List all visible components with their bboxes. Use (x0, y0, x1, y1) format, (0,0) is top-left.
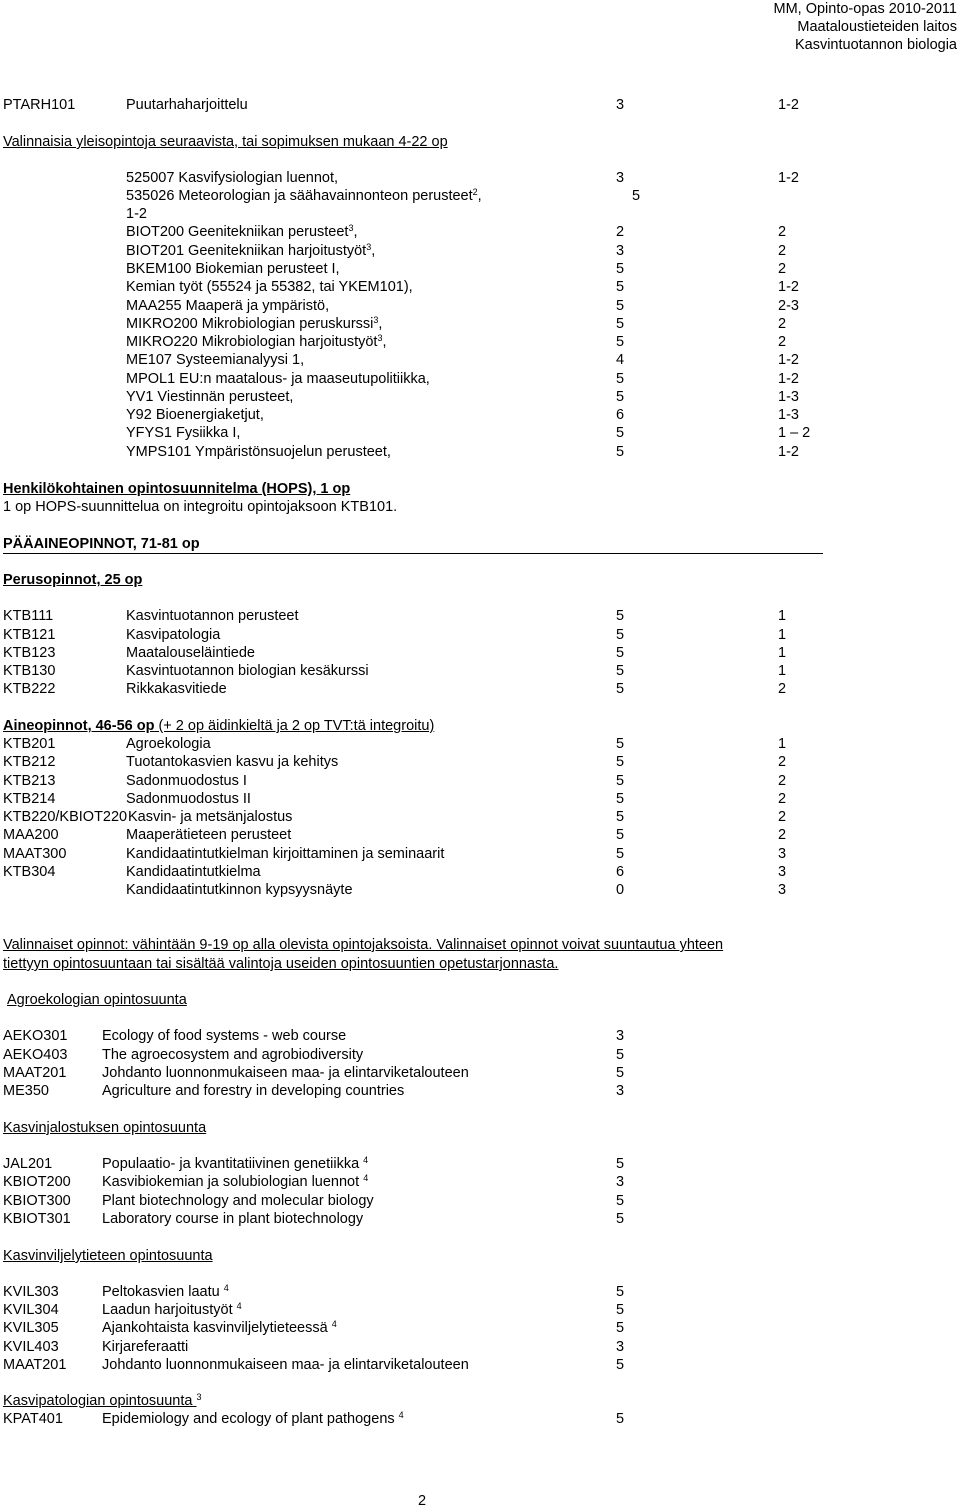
table-row (0, 644, 960, 662)
course-name: Kandidaatintutkielma (126, 864, 261, 880)
footnote-ref: 4 (236, 1301, 242, 1311)
course-credits: 5 (616, 1211, 625, 1227)
item-name: ME107 Systeemianalyysi 1, (126, 352, 305, 368)
table-row (0, 1173, 960, 1191)
course-code: MAAT201 (3, 1357, 67, 1373)
course-code: KVIL303 (3, 1284, 59, 1300)
item-name: 525007 Kasvifysiologian luennot, (126, 170, 339, 186)
course-name: Laboratory course in plant biotechnology (102, 1211, 364, 1227)
table-row (0, 1046, 960, 1064)
item-name: Y92 Bioenergiaketjut, (126, 407, 264, 423)
course-name: Kasvibiokemian ja solubiologian luennot (102, 1174, 360, 1190)
course-year: 1 (778, 627, 787, 643)
course-code: KTB201 (3, 736, 56, 752)
course-name: Ajankohtaista kasvinviljelytieteessä (102, 1320, 328, 1336)
hops-heading: Henkilökohtainen opintosuunnitelma (HOPS), 1 op (3, 481, 351, 497)
course-name: Johdanto luonnonmukaiseen maa- ja elintarviketalouteen (102, 1357, 469, 1373)
item-credits: 5 (616, 334, 625, 350)
course-year: 3 (778, 882, 787, 898)
item-name: BKEM100 Biokemian perusteet I, (126, 261, 340, 277)
item-suffix: , (371, 243, 376, 259)
course-credits: 5 (616, 681, 625, 697)
course-year: 2 (778, 754, 787, 770)
course-name: Laadun harjoitustyöt (102, 1302, 233, 1318)
course-credits: 5 (616, 1047, 625, 1063)
course-name: Populaatio- ja kvantitatiivinen genetiikka (102, 1156, 360, 1172)
table-row (0, 1064, 960, 1082)
course-name: Kasvintuotannon perusteet (126, 608, 299, 624)
course-code: KTB220/KBIOT220 (3, 809, 128, 825)
item-year: 2 (778, 316, 787, 332)
course-credits: 3 (616, 1028, 625, 1044)
course-credits: 6 (616, 864, 625, 880)
basic-studies-heading: Perusopinnot, 25 op (3, 572, 143, 588)
table-row (0, 1283, 960, 1301)
course-code: MAAT300 (3, 846, 67, 862)
table-row (0, 662, 960, 680)
table-row (0, 753, 960, 771)
item-name: MAA255 Maaperä ja ympäristö, (126, 298, 330, 314)
item-year: 2 (778, 243, 787, 259)
course-credits: 5 (616, 663, 625, 679)
course-credits: 5 (616, 827, 625, 843)
course-name: Kasvin- ja metsänjalostus (128, 809, 293, 825)
footnote-ref: 3 (348, 223, 354, 233)
list-item (0, 260, 960, 278)
course-year: 1-2 (778, 97, 799, 113)
footnote-ref: 4 (223, 1283, 229, 1293)
table-row (0, 826, 960, 844)
course-year: 1 (778, 736, 787, 752)
hops-text: 1 op HOPS-suunnittelua on integroitu opintojaksoon KTB101. (3, 499, 398, 515)
course-name: Rikkakasvitiede (126, 681, 227, 697)
list-item (0, 388, 960, 406)
course-credits: 5 (616, 608, 625, 624)
footnote-ref: 2 (472, 187, 478, 197)
course-name: Maatalouseläintiede (126, 645, 255, 661)
course-code: KVIL403 (3, 1339, 59, 1355)
course-credits: 3 (616, 1174, 625, 1190)
item-year: 1-2 (778, 371, 799, 387)
item-name: 1-2 (126, 206, 147, 222)
course-credits: 5 (616, 1284, 625, 1300)
course-code: MAAT201 (3, 1065, 67, 1081)
item-credits: 3 (616, 243, 625, 259)
course-credits: 5 (616, 773, 625, 789)
course-credits: 5 (616, 846, 625, 862)
course-name: Sadonmuodostus I (126, 773, 247, 789)
table-row (0, 1410, 960, 1428)
list-item (0, 223, 960, 241)
footnote-ref: 4 (363, 1155, 369, 1165)
intermediate-heading-rest: (+ 2 op äidinkieltä ja 2 op TVT:tä integroitu) (154, 718, 435, 734)
course-code: KTB304 (3, 864, 56, 880)
footnote-ref: 4 (331, 1319, 337, 1329)
footnote-ref: 3 (377, 333, 383, 343)
course-code: KTB121 (3, 627, 56, 643)
table-row (0, 1192, 960, 1210)
course-year: 1 (778, 608, 787, 624)
footnote-ref: 4 (363, 1173, 369, 1183)
item-name: Kemian työt (55524 ja 55382, tai YKEM101), (126, 279, 413, 295)
course-code: KTB212 (3, 754, 56, 770)
item-suffix: , (382, 334, 387, 350)
list-item (0, 443, 960, 461)
item-name: YV1 Viestinnän perusteet, (126, 389, 294, 405)
item-credits: 5 (616, 261, 625, 277)
course-credits: 3 (616, 1083, 625, 1099)
table-row (0, 881, 960, 899)
course-name: Ecology of food systems - web course (102, 1028, 347, 1044)
table-row (0, 1027, 960, 1045)
course-year: 1 (778, 645, 787, 661)
item-year: 1-2 (778, 352, 799, 368)
course-row-ptarh101 (0, 96, 960, 114)
item-credits: 4 (616, 352, 625, 368)
course-credits: 5 (616, 1156, 625, 1172)
track-heading-kasvipatologia (3, 1392, 202, 1410)
course-code: KTB130 (3, 663, 56, 679)
course-year: 3 (778, 864, 787, 880)
optional-text-line-2: tiettyyn opintosuuntaan tai sisältää valintoja useiden opintosuuntien opetustarjonnasta. (3, 956, 559, 972)
course-name: Kandidaatintutkielman kirjoittaminen ja seminaarit (126, 846, 445, 862)
page-number: 2 (418, 1493, 427, 1509)
list-item (0, 370, 960, 388)
list-item (0, 351, 960, 369)
item-name: BIOT200 Geenitekniikan perusteet (126, 224, 349, 240)
course-name: Kasvintuotannon biologian kesäkurssi (126, 663, 369, 679)
course-name: Epidemiology and ecology of plant pathogens (102, 1411, 395, 1427)
list-item (0, 297, 960, 315)
item-year: 2 (778, 334, 787, 350)
footnote-ref: 3 (196, 1392, 202, 1402)
item-credits: 5 (616, 279, 625, 295)
table-row (0, 1082, 960, 1100)
list-item (0, 333, 960, 351)
table-row (0, 845, 960, 863)
course-credits: 5 (616, 1320, 625, 1336)
course-credits: 5 (616, 809, 625, 825)
course-code: PTARH101 (3, 97, 76, 113)
course-credits: 5 (616, 1302, 625, 1318)
intermediate-heading (3, 717, 434, 735)
course-code: KBIOT200 (3, 1174, 71, 1190)
list-item (0, 424, 960, 442)
table-row (0, 1210, 960, 1228)
table-row (0, 1356, 960, 1374)
track-heading-text: Kasvipatologian opintosuunta (3, 1393, 193, 1409)
list-item (0, 242, 960, 260)
table-row (0, 772, 960, 790)
course-credits: 5 (616, 1411, 625, 1427)
item-year: 1-2 (778, 444, 799, 460)
course-credits: 3 (616, 97, 625, 113)
course-code: ME350 (3, 1083, 49, 1099)
header-line-2: Maataloustieteiden laitos (797, 19, 957, 35)
item-suffix: , (353, 224, 358, 240)
course-code: MAA200 (3, 827, 59, 843)
table-row (0, 735, 960, 753)
item-credits: 5 (632, 188, 641, 204)
item-credits: 5 (616, 298, 625, 314)
course-name: Agroekologia (126, 736, 211, 752)
list-item (0, 187, 960, 205)
intermediate-heading-bold: Aineopinnot, 46-56 op (3, 718, 155, 734)
table-row (0, 1319, 960, 1337)
table-row (0, 626, 960, 644)
course-credits: 5 (616, 1065, 625, 1081)
course-code: KVIL304 (3, 1302, 59, 1318)
item-year: 1-2 (778, 170, 799, 186)
list-item (0, 315, 960, 333)
item-credits: 3 (616, 170, 625, 186)
course-name: Kasvipatologia (126, 627, 221, 643)
footnote-ref: 3 (366, 242, 372, 252)
course-year: 2 (778, 773, 787, 789)
main-subject-heading: PÄÄAINEOPINNOT, 71-81 op (3, 536, 200, 552)
course-name: Sadonmuodostus II (126, 791, 251, 807)
course-name: Kirjareferaatti (102, 1339, 189, 1355)
course-code: KTB214 (3, 791, 56, 807)
page-header (773, 0, 957, 54)
item-year: 2 (778, 261, 787, 277)
item-name: MIKRO220 Mikrobiologian harjoitustyöt (126, 334, 378, 350)
item-name: MPOL1 EU:n maatalous- ja maaseutupolitiikka, (126, 371, 430, 387)
course-name: The agroecosystem and agrobiodiversity (102, 1047, 364, 1063)
course-year: 3 (778, 846, 787, 862)
track-heading-kasvinviljelytiede: Kasvinviljelytieteen opintosuunta (3, 1248, 213, 1264)
list-item (0, 278, 960, 296)
course-name: Agriculture and forestry in developing countries (102, 1083, 405, 1099)
optional-text-line-1: Valinnaiset opinnot: vähintään 9-19 op alla olevista opintojaksoista. Valinnaiset opinnot voivat suuntautua yhteen (3, 937, 724, 953)
footnote-ref: 3 (373, 315, 379, 325)
course-credits: 3 (616, 1339, 625, 1355)
item-name: YFYS1 Fysiikka I, (126, 425, 241, 441)
course-code: KBIOT300 (3, 1193, 71, 1209)
item-year: 1-3 (778, 389, 799, 405)
course-code: KTB222 (3, 681, 56, 697)
item-suffix: , (477, 188, 482, 204)
item-name: 535026 Meteorologian ja säähavainnonteon perusteet (126, 188, 473, 204)
item-credits: 6 (616, 407, 625, 423)
course-credits: 5 (616, 1193, 625, 1209)
course-code: AEKO301 (3, 1028, 68, 1044)
course-year: 2 (778, 791, 787, 807)
table-row (0, 808, 960, 826)
item-credits: 5 (616, 425, 625, 441)
track-heading-agroekologia: Agroekologian opintosuunta (7, 992, 187, 1008)
item-year: 1 – 2 (778, 425, 811, 441)
item-credits: 2 (616, 224, 625, 240)
item-credits: 5 (616, 444, 625, 460)
item-credits: 5 (616, 371, 625, 387)
course-code: KPAT401 (3, 1411, 63, 1427)
course-name: Kandidaatintutkinnon kypsyysnäyte (126, 882, 353, 898)
course-code: KVIL305 (3, 1320, 59, 1336)
table-row (0, 680, 960, 698)
course-year: 2 (778, 809, 787, 825)
course-credits: 5 (616, 645, 625, 661)
course-credits: 5 (616, 627, 625, 643)
header-line-3: Kasvintuotannon biologia (794, 37, 957, 53)
table-row (0, 790, 960, 808)
list-item (0, 406, 960, 424)
table-row (0, 607, 960, 625)
table-row (0, 1338, 960, 1356)
course-code: KTB123 (3, 645, 56, 661)
table-row (0, 1155, 960, 1173)
list-item (0, 205, 960, 223)
item-year: 1-2 (778, 279, 799, 295)
course-year: 1 (778, 663, 787, 679)
table-row (0, 863, 960, 881)
item-name: MIKRO200 Mikrobiologian peruskurssi (126, 316, 374, 332)
course-credits: 0 (616, 882, 625, 898)
course-name: Tuotantokasvien kasvu ja kehitys (126, 754, 339, 770)
item-year: 2-3 (778, 298, 799, 314)
footnote-ref: 4 (398, 1410, 404, 1420)
item-suffix: , (378, 316, 383, 332)
course-name: Peltokasvien laatu (102, 1284, 220, 1300)
course-year: 2 (778, 681, 787, 697)
course-credits: 5 (616, 791, 625, 807)
list-item (0, 169, 960, 187)
course-code: AEKO403 (3, 1047, 68, 1063)
course-name: Maaperätieteen perusteet (126, 827, 292, 843)
course-name: Puutarhaharjoittelu (126, 97, 248, 113)
item-name: BIOT201 Geenitekniikan harjoitustyöt (126, 243, 367, 259)
track-heading-kasvinjalostus: Kasvinjalostuksen opintosuunta (3, 1120, 207, 1136)
header-line-1: MM, Opinto-opas 2010-2011 (773, 1, 957, 17)
course-year: 2 (778, 827, 787, 843)
course-credits: 5 (616, 736, 625, 752)
general-studies-heading: Valinnaisia yleisopintoja seuraavista, tai sopimuksen mukaan 4-22 op (3, 134, 448, 150)
item-credits: 5 (616, 389, 625, 405)
course-code: KTB213 (3, 773, 56, 789)
item-name: YMPS101 Ympäristönsuojelun perusteet, (126, 444, 391, 460)
heading-rule (3, 553, 823, 554)
item-year: 2 (778, 224, 787, 240)
course-name: Johdanto luonnonmukaiseen maa- ja elintarviketalouteen (102, 1065, 469, 1081)
course-code: KBIOT301 (3, 1211, 71, 1227)
course-credits: 5 (616, 1357, 625, 1373)
course-name: Plant biotechnology and molecular biology (102, 1193, 374, 1209)
course-credits: 5 (616, 754, 625, 770)
item-year: 1-3 (778, 407, 799, 423)
course-code: JAL201 (3, 1156, 53, 1172)
item-credits: 5 (616, 316, 625, 332)
course-code: KTB111 (3, 608, 54, 624)
table-row (0, 1301, 960, 1319)
